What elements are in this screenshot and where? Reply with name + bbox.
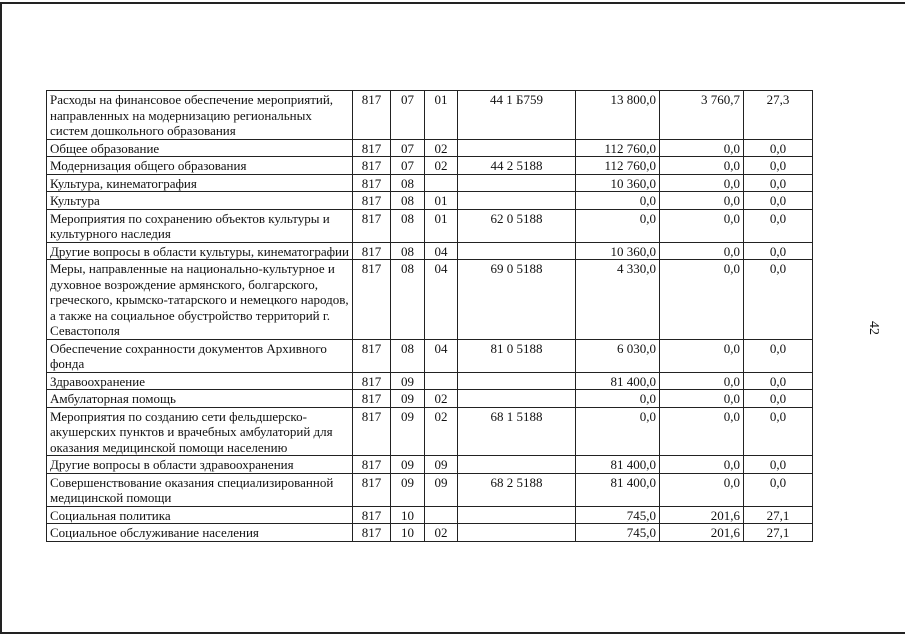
subsection-code-cell: 04 (425, 260, 458, 340)
scan-border-left (0, 2, 2, 634)
subsection-code-cell: 09 (425, 473, 458, 506)
section-code-cell: 09 (391, 390, 425, 408)
row-name-cell: Меры, направленные на национально-культурное и духовное возрождение армянского, болгарского, греческого, крымско-татарского и немецкого народов, а также на социальное обустройство территорий г. Севастополя (47, 260, 353, 340)
planned-amount-cell: 745,0 (576, 524, 660, 542)
article-code-cell: 69 0 5188 (458, 260, 576, 340)
percent-cell: 0,0 (744, 473, 813, 506)
row-name-cell: Совершенствование оказания специализированной медицинской помощи (47, 473, 353, 506)
article-code-cell (458, 174, 576, 192)
subsection-code-cell: 09 (425, 456, 458, 474)
org-code-cell: 817 (353, 473, 391, 506)
section-code-cell: 07 (391, 139, 425, 157)
planned-amount-cell: 13 800,0 (576, 91, 660, 140)
row-name-cell: Мероприятия по созданию сети фельдшерско-акушерских пунктов и врачебных амбулаторий для оказания медицинской помощи населению (47, 407, 353, 456)
table-row (47, 456, 813, 474)
row-name-cell: Культура, кинематография (47, 174, 353, 192)
planned-amount-cell: 81 400,0 (576, 473, 660, 506)
article-code-cell (458, 242, 576, 260)
row-name-cell: Здравоохранение (47, 372, 353, 390)
planned-amount-cell: 745,0 (576, 506, 660, 524)
subsection-code-cell: 01 (425, 192, 458, 210)
subsection-code-cell: 01 (425, 91, 458, 140)
budget-table-body (47, 91, 813, 542)
subsection-code-cell: 02 (425, 524, 458, 542)
section-code-cell: 08 (391, 209, 425, 242)
row-name-cell: Социальное обслуживание населения (47, 524, 353, 542)
table-row (47, 139, 813, 157)
article-code-cell (458, 390, 576, 408)
row-name-cell: Культура (47, 192, 353, 210)
percent-cell: 0,0 (744, 456, 813, 474)
article-code-cell: 68 2 5188 (458, 473, 576, 506)
org-code-cell: 817 (353, 506, 391, 524)
org-code-cell: 817 (353, 157, 391, 175)
row-name-cell: Другие вопросы в области культуры, кинематографии (47, 242, 353, 260)
subsection-code-cell: 02 (425, 157, 458, 175)
section-code-cell: 07 (391, 91, 425, 140)
org-code-cell: 817 (353, 209, 391, 242)
planned-amount-cell: 6 030,0 (576, 339, 660, 372)
org-code-cell: 817 (353, 174, 391, 192)
actual-amount-cell: 0,0 (660, 473, 744, 506)
org-code-cell: 817 (353, 524, 391, 542)
table-row (47, 174, 813, 192)
section-code-cell: 08 (391, 242, 425, 260)
percent-cell: 0,0 (744, 139, 813, 157)
planned-amount-cell: 0,0 (576, 407, 660, 456)
org-code-cell: 817 (353, 390, 391, 408)
org-code-cell: 817 (353, 242, 391, 260)
planned-amount-cell: 10 360,0 (576, 174, 660, 192)
org-code-cell: 817 (353, 139, 391, 157)
article-code-cell (458, 192, 576, 210)
row-name-cell: Общее образование (47, 139, 353, 157)
percent-cell: 0,0 (744, 260, 813, 340)
table-row (47, 372, 813, 390)
planned-amount-cell: 112 760,0 (576, 157, 660, 175)
table-row (47, 209, 813, 242)
percent-cell: 27,3 (744, 91, 813, 140)
percent-cell: 27,1 (744, 506, 813, 524)
article-code-cell (458, 506, 576, 524)
org-code-cell: 817 (353, 339, 391, 372)
article-code-cell: 44 2 5188 (458, 157, 576, 175)
row-name-cell: Амбулаторная помощь (47, 390, 353, 408)
row-name-cell: Социальная политика (47, 506, 353, 524)
org-code-cell: 817 (353, 456, 391, 474)
percent-cell: 0,0 (744, 242, 813, 260)
actual-amount-cell: 0,0 (660, 242, 744, 260)
org-code-cell: 817 (353, 91, 391, 140)
actual-amount-cell: 201,6 (660, 506, 744, 524)
planned-amount-cell: 0,0 (576, 192, 660, 210)
subsection-code-cell: 01 (425, 209, 458, 242)
percent-cell: 0,0 (744, 339, 813, 372)
percent-cell: 27,1 (744, 524, 813, 542)
actual-amount-cell: 0,0 (660, 339, 744, 372)
percent-cell: 0,0 (744, 192, 813, 210)
section-code-cell: 07 (391, 157, 425, 175)
org-code-cell: 817 (353, 372, 391, 390)
scan-border-top (0, 2, 905, 4)
subsection-code-cell: 02 (425, 139, 458, 157)
planned-amount-cell: 0,0 (576, 209, 660, 242)
subsection-code-cell (425, 174, 458, 192)
row-name-cell: Мероприятия по сохранению объектов культуры и культурного наследия (47, 209, 353, 242)
planned-amount-cell: 112 760,0 (576, 139, 660, 157)
row-name-cell: Другие вопросы в области здравоохранения (47, 456, 353, 474)
section-code-cell: 08 (391, 174, 425, 192)
planned-amount-cell: 81 400,0 (576, 456, 660, 474)
section-code-cell: 08 (391, 339, 425, 372)
table-row (47, 260, 813, 340)
row-name-cell: Обеспечение сохранности документов Архивного фонда (47, 339, 353, 372)
actual-amount-cell: 0,0 (660, 372, 744, 390)
actual-amount-cell: 0,0 (660, 456, 744, 474)
actual-amount-cell: 0,0 (660, 192, 744, 210)
percent-cell: 0,0 (744, 157, 813, 175)
table-row (47, 91, 813, 140)
table-row (47, 407, 813, 456)
table-row (47, 390, 813, 408)
org-code-cell: 817 (353, 192, 391, 210)
planned-amount-cell: 81 400,0 (576, 372, 660, 390)
section-code-cell: 09 (391, 407, 425, 456)
section-code-cell: 10 (391, 506, 425, 524)
planned-amount-cell: 4 330,0 (576, 260, 660, 340)
article-code-cell: 81 0 5188 (458, 339, 576, 372)
article-code-cell: 44 1 Б759 (458, 91, 576, 140)
article-code-cell: 62 0 5188 (458, 209, 576, 242)
table-row (47, 524, 813, 542)
article-code-cell (458, 372, 576, 390)
planned-amount-cell: 0,0 (576, 390, 660, 408)
actual-amount-cell: 0,0 (660, 157, 744, 175)
scan-border-bottom (0, 632, 905, 634)
table-row (47, 339, 813, 372)
percent-cell: 0,0 (744, 372, 813, 390)
percent-cell: 0,0 (744, 390, 813, 408)
table-row (47, 473, 813, 506)
percent-cell: 0,0 (744, 209, 813, 242)
article-code-cell (458, 456, 576, 474)
subsection-code-cell (425, 506, 458, 524)
actual-amount-cell: 0,0 (660, 390, 744, 408)
actual-amount-cell: 0,0 (660, 260, 744, 340)
actual-amount-cell: 3 760,7 (660, 91, 744, 140)
table-row (47, 192, 813, 210)
table-row (47, 242, 813, 260)
planned-amount-cell: 10 360,0 (576, 242, 660, 260)
section-code-cell: 08 (391, 260, 425, 340)
section-code-cell: 09 (391, 456, 425, 474)
subsection-code-cell: 02 (425, 407, 458, 456)
org-code-cell: 817 (353, 407, 391, 456)
article-code-cell: 68 1 5188 (458, 407, 576, 456)
article-code-cell (458, 139, 576, 157)
table-row (47, 506, 813, 524)
actual-amount-cell: 0,0 (660, 174, 744, 192)
budget-table (46, 90, 813, 542)
subsection-code-cell: 02 (425, 390, 458, 408)
section-code-cell: 08 (391, 192, 425, 210)
percent-cell: 0,0 (744, 174, 813, 192)
actual-amount-cell: 201,6 (660, 524, 744, 542)
page-number: 42 (866, 321, 881, 335)
row-name-cell: Модернизация общего образования (47, 157, 353, 175)
row-name-cell: Расходы на финансовое обеспечение мероприятий, направленных на модернизацию региональных систем дошкольного образования (47, 91, 353, 140)
org-code-cell: 817 (353, 260, 391, 340)
subsection-code-cell: 04 (425, 339, 458, 372)
section-code-cell: 10 (391, 524, 425, 542)
section-code-cell: 09 (391, 372, 425, 390)
percent-cell: 0,0 (744, 407, 813, 456)
table-row (47, 157, 813, 175)
actual-amount-cell: 0,0 (660, 209, 744, 242)
actual-amount-cell: 0,0 (660, 407, 744, 456)
actual-amount-cell: 0,0 (660, 139, 744, 157)
subsection-code-cell (425, 372, 458, 390)
subsection-code-cell: 04 (425, 242, 458, 260)
article-code-cell (458, 524, 576, 542)
section-code-cell: 09 (391, 473, 425, 506)
